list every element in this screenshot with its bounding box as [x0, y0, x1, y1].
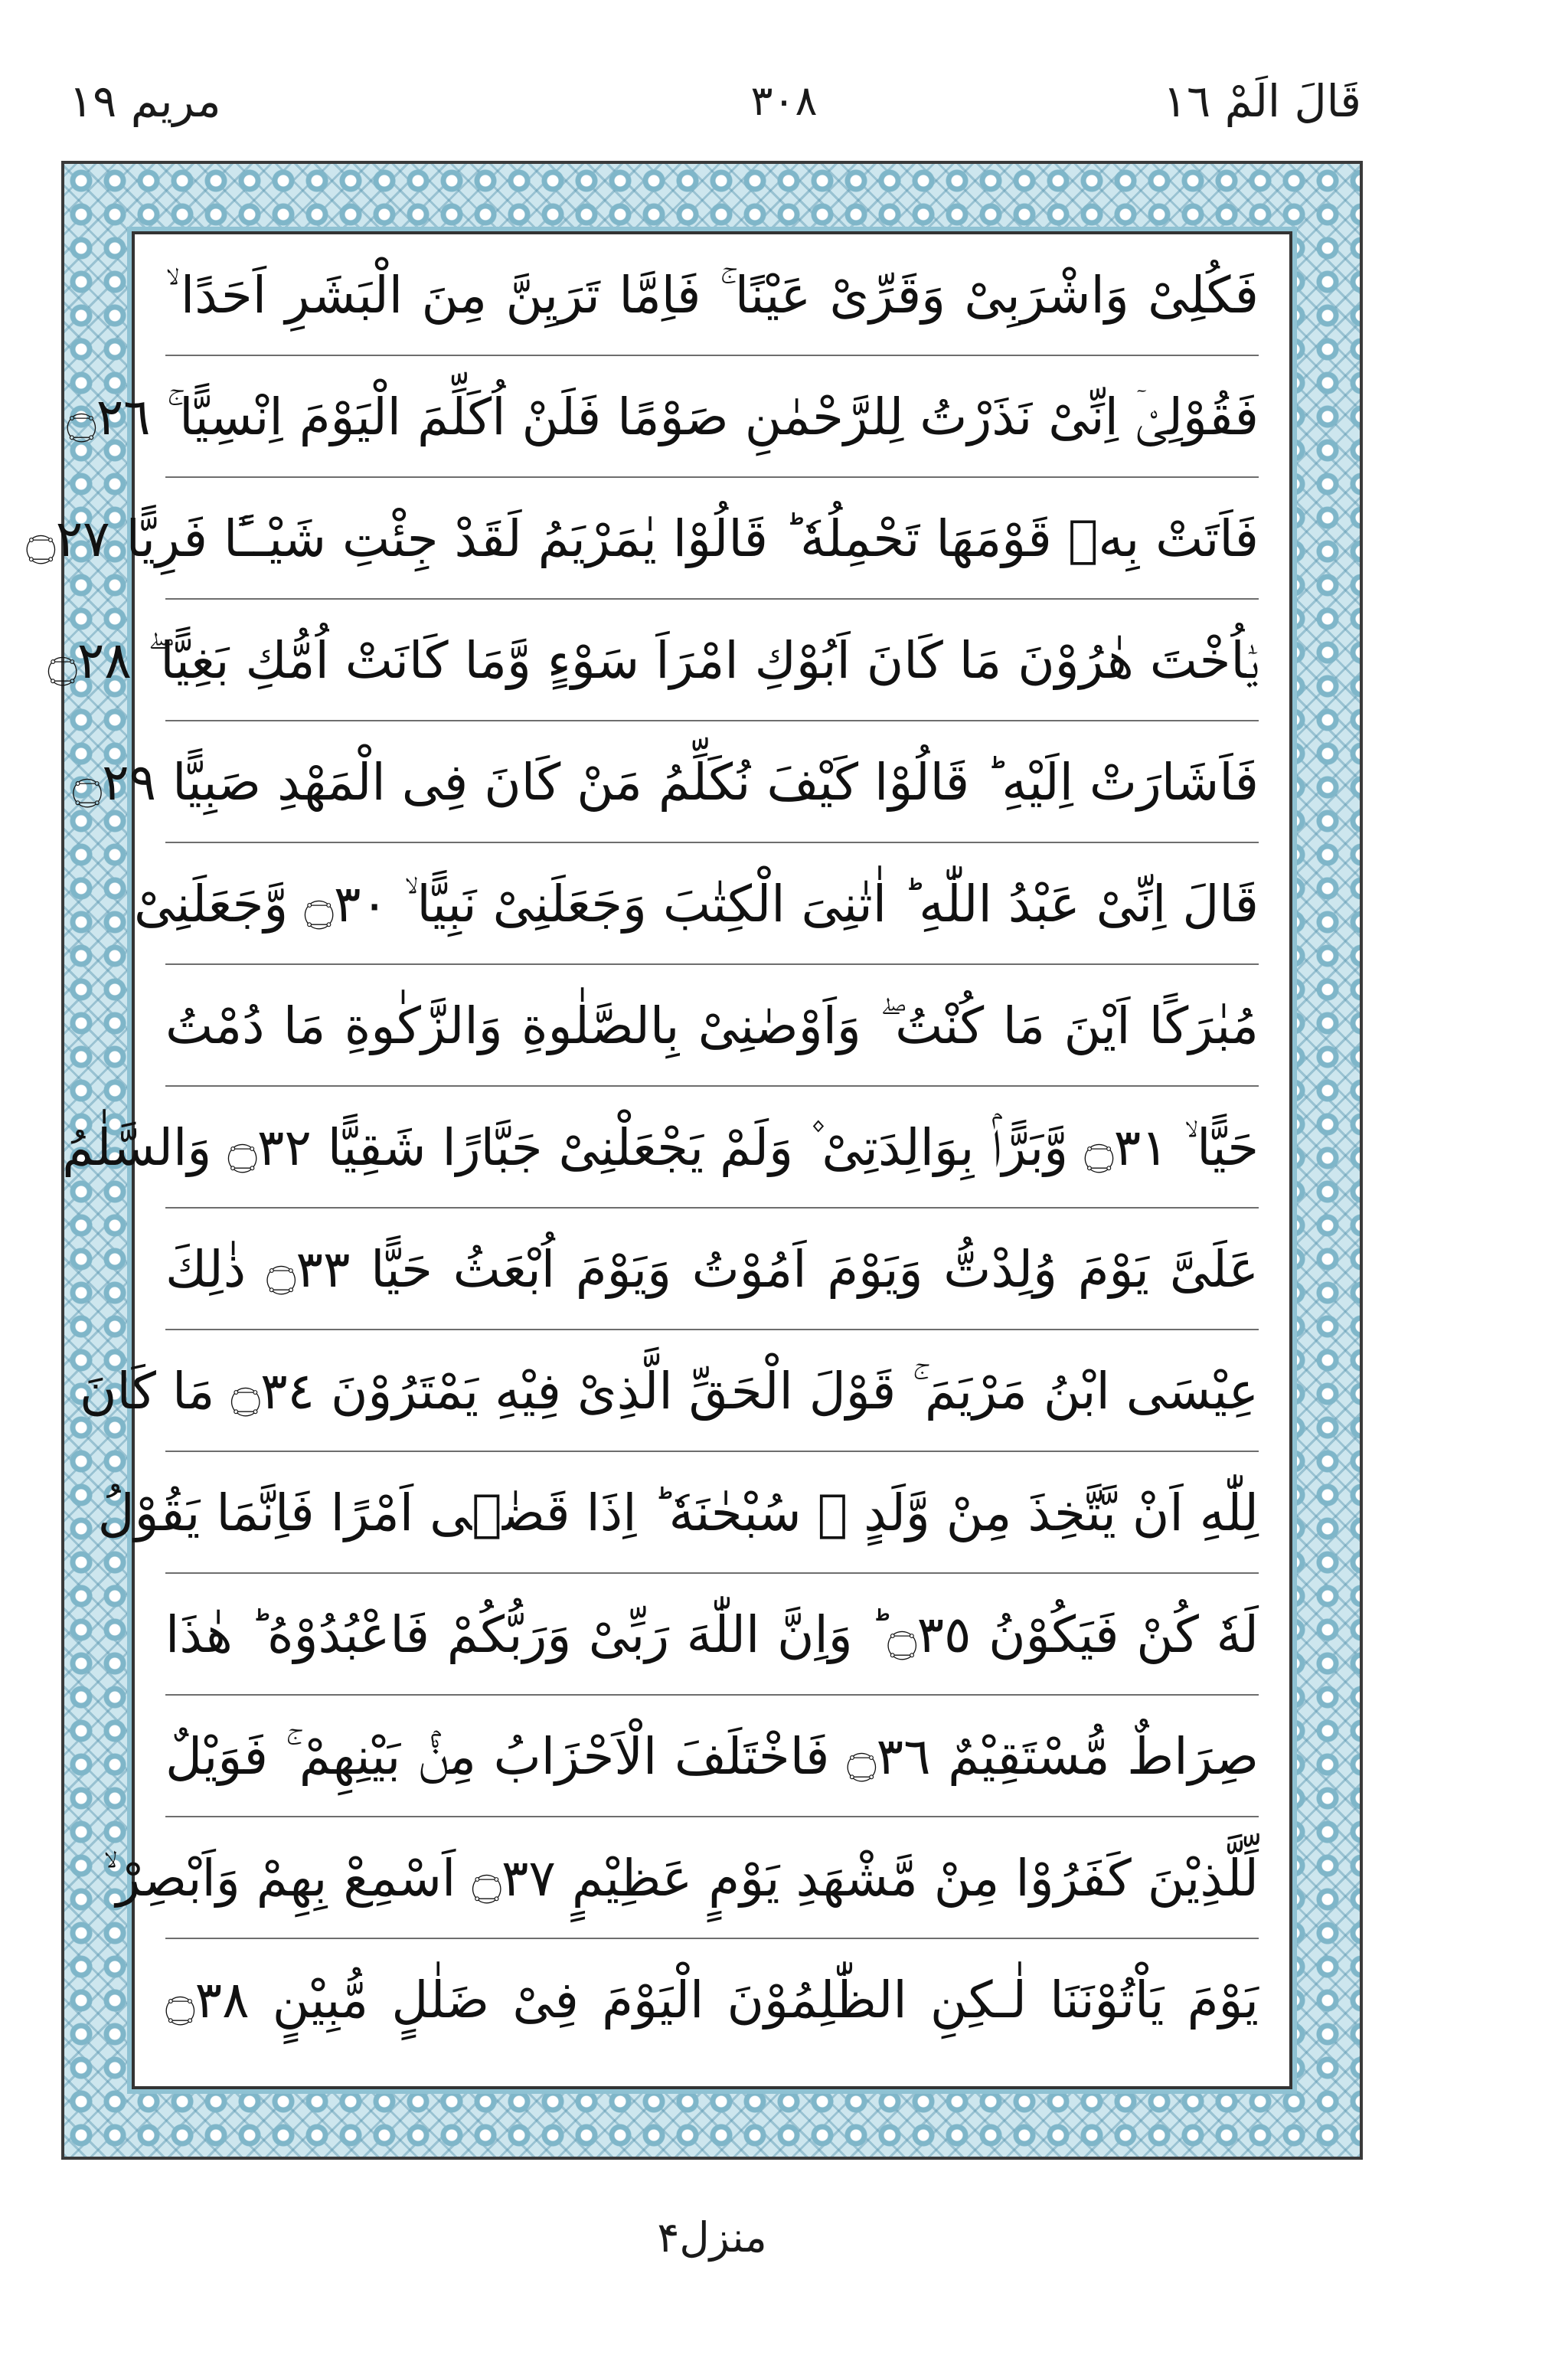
verse-line-13: صِرَاطٌ مُّسْتَقِيْمٌ ۝٣٦ فَاخْتَلَفَ الْاَحْزَابُ مِنْۢ بَيْنِهِمْ ۚ فَوَيْلٌ: [165, 1696, 1259, 1817]
verse-line-11: لِلّٰهِ اَنْ يَّتَّخِذَ مِنْ وَّلَدٍ ۙ سُبْحٰنَهٗ ؕ اِذَا قَضٰۤى اَمْرًا فَاِنَّمَا يَقُوْلُ: [165, 1452, 1259, 1574]
verse-line-12: لَهٗ كُنْ فَيَكُوْنُ ۝٣٥ ؕ وَاِنَّ اللّٰهَ رَبِّىْ وَرَبُّكُمْ فَاعْبُدُوْهُ ؕ هٰذَا: [165, 1574, 1259, 1696]
verse-line-8: حَيًّا ۙ ۝٣١ وَّبَرًّاۢ بِوَالِدَتِىْ ۫ وَلَمْ يَجْعَلْنِىْ جَبَّارًا شَقِيًّا ۝٣٢ وَالسَّلٰمُ: [165, 1087, 1259, 1209]
verse-line-5: فَاَشَارَتْ اِلَيْهِ ؕ قَالُوْا كَيْفَ نُكَلِّمُ مَنْ كَانَ فِى الْمَهْدِ صَبِيًّا ۝٢٩: [165, 721, 1259, 843]
verse-line-4: يٰۤاُخْتَ هٰرُوْنَ مَا كَانَ اَبُوْكِ امْرَاَ سَوْءٍ وَّمَا كَانَتْ اُمُّكِ بَغِيًّا ۖ ۝٢٨: [165, 600, 1259, 721]
verse-line-1: فَكُلِىْ وَاشْرَبِىْ وَقَرِّىْ عَيْنًا ۚ فَاِمَّا تَرَيِنَّ مِنَ الْبَشَرِ اَحَدًا ۙ: [165, 234, 1259, 356]
manzil-label: منزل۴: [657, 2213, 767, 2262]
verse-line-10: عِيْسَى ابْنُ مَرْيَمَ ۚ قَوْلَ الْحَقِّ الَّذِىْ فِيْهِ يَمْتَرُوْنَ ۝٣٤ مَا كَانَ: [165, 1330, 1259, 1452]
verse-line-15: يَوْمَ يَاْتُوْنَنَا لٰـكِنِ الظّٰلِمُوْنَ الْيَوْمَ فِىْ ضَلٰلٍ مُّبِيْنٍ ۝٣٨: [165, 1971, 1259, 2030]
surah-label: مريم ١٩: [69, 75, 221, 127]
verse-line-2: فَقُوْلِىْۤ اِنِّىْ نَذَرْتُ لِلرَّحْمٰنِ صَوْمًا فَلَنْ اُكَلِّمَ الْيَوْمَ اِنْسِيًّا ۚ ۝٢٦: [165, 356, 1259, 478]
verse-line-14: لِّلَّذِيْنَ كَفَرُوْا مِنْ مَّشْهَدِ يَوْمٍ عَظِيْمٍ ۝٣٧ اَسْمِعْ بِهِمْ وَاَبْصِرْ ۙ: [165, 1817, 1259, 1939]
verse-line-3: فَاَتَتْ بِهٖ قَوْمَهَا تَحْمِلُهٗ ؕ قَالُوْا يٰمَرْيَمُ لَقَدْ جِئْتِ شَيْــًٔا فَرِيًّا ۝٢٧: [165, 478, 1259, 600]
page-number: ٣٠٨: [750, 77, 818, 125]
verse-line-6: قَالَ اِنِّىْ عَبْدُ اللّٰهِ ؕ اٰتٰنِىَ الْكِتٰبَ وَجَعَلَنِىْ نَبِيًّا ۙ ۝٣٠ وَّجَعَلَنِىْ: [165, 843, 1259, 965]
verse-line-7: مُبٰرَكًا اَيْنَ مَا كُنْتُ ۖ وَاَوْصٰنِىْ بِالصَّلٰوةِ وَالزَّكٰوةِ مَا دُمْتُ: [165, 965, 1259, 1087]
text-panel: [26, 231, 1292, 2089]
verse-line-9: عَلَىَّ يَوْمَ وُلِدْتُّ وَيَوْمَ اَمُوْتُ وَيَوْمَ اُبْعَثُ حَيًّا ۝٣٣ ذٰلِكَ: [165, 1209, 1259, 1330]
juz-label: قَالَ الَمْ ١٦: [1162, 75, 1361, 127]
ornamental-border: [26, 161, 1363, 2160]
